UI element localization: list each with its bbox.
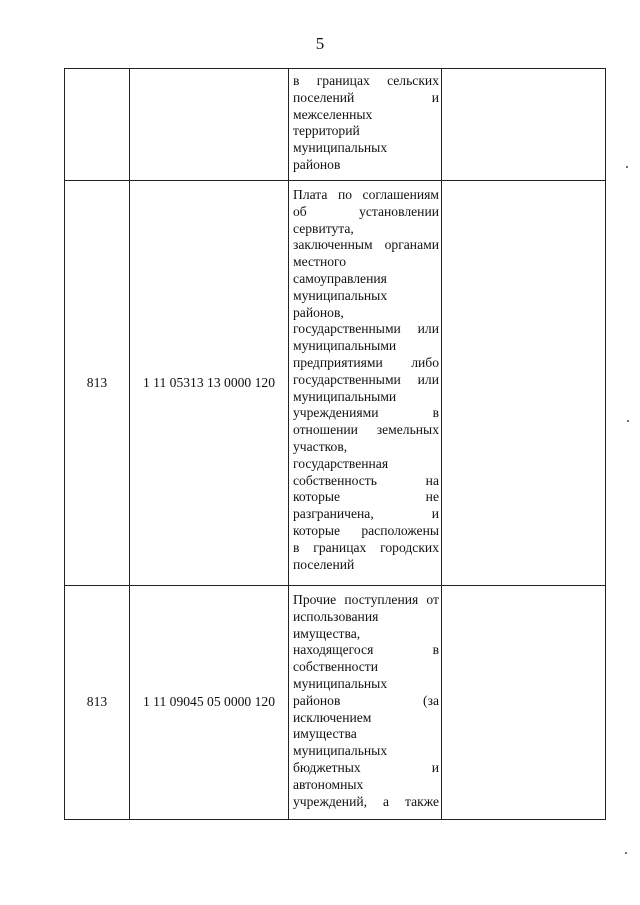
name-line: муниципальных xyxy=(293,287,388,303)
name-line: в границах городских xyxy=(293,539,439,555)
revenue-codes-table xyxy=(64,68,606,820)
name-line: об установлении xyxy=(293,203,439,219)
revenue-name-cell xyxy=(289,69,442,181)
name-line: районов (за xyxy=(293,692,439,708)
name-line: участков, xyxy=(293,438,348,454)
table-row xyxy=(65,586,606,820)
admin-code-cell: 813 xyxy=(65,586,130,820)
name-line: поселений и xyxy=(293,89,439,105)
name-line: территорий xyxy=(293,123,360,139)
name-line: находящегося в xyxy=(293,642,439,658)
name-line: муниципальными xyxy=(293,388,397,404)
table-row xyxy=(65,69,606,181)
name-line: государственными или xyxy=(293,371,439,387)
name-line: разграничена, и xyxy=(293,506,439,522)
name-line: предприятиями либо xyxy=(293,354,439,370)
page-number: 5 xyxy=(315,34,325,53)
name-line: самоуправления xyxy=(293,270,387,286)
name-line: поселений xyxy=(293,556,355,572)
note-cell xyxy=(442,181,606,586)
name-line: собственности xyxy=(293,659,379,675)
name-line: автономных xyxy=(293,776,364,792)
name-line: бюджетных и xyxy=(293,759,439,775)
admin-code-cell xyxy=(65,69,130,181)
name-line: муниципальных xyxy=(293,140,388,156)
name-line: муниципальными xyxy=(293,338,397,354)
name-line: сервитута, xyxy=(293,220,354,236)
name-line: Плата по соглашениям xyxy=(293,187,439,202)
revenue-name-cell xyxy=(289,181,442,586)
name-line: районов xyxy=(293,156,341,172)
name-line: муниципальных xyxy=(293,675,388,691)
revenue-name-cell xyxy=(289,586,442,820)
name-line: в границах сельских xyxy=(293,73,439,88)
budget-code-cell xyxy=(130,69,289,181)
table-row xyxy=(65,181,606,586)
scan-speck xyxy=(625,852,627,854)
note-cell xyxy=(442,586,606,820)
budget-code-cell: 1 11 05313 13 0000 120 xyxy=(130,181,289,586)
name-line: межселенных xyxy=(293,106,373,122)
name-line: которые не xyxy=(293,489,439,505)
name-line: имущества xyxy=(293,726,357,742)
name-line: которые расположены xyxy=(293,522,439,538)
name-line: местного xyxy=(293,254,347,270)
name-line: Прочие поступления от xyxy=(293,592,439,607)
note-cell xyxy=(442,69,606,181)
name-line: исключением xyxy=(293,709,372,725)
name-line: государственными или xyxy=(293,321,439,337)
name-line: государственная xyxy=(293,455,389,471)
admin-code-cell: 813 xyxy=(65,181,130,586)
name-line: имущества, xyxy=(293,625,361,641)
name-line: собственность на xyxy=(293,472,439,488)
name-line: учреждениями в xyxy=(293,405,439,421)
name-line: заключенным органами xyxy=(293,237,439,253)
budget-code-cell: 1 11 09045 05 0000 120 xyxy=(130,586,289,820)
name-line: учреждений, а также xyxy=(293,793,439,809)
name-line: использования xyxy=(293,608,379,624)
name-line: муниципальных xyxy=(293,743,388,759)
name-line: районов, xyxy=(293,304,344,320)
name-line: отношении земельных xyxy=(293,422,439,438)
scan-speck xyxy=(626,166,628,168)
scan-speck xyxy=(627,420,629,422)
